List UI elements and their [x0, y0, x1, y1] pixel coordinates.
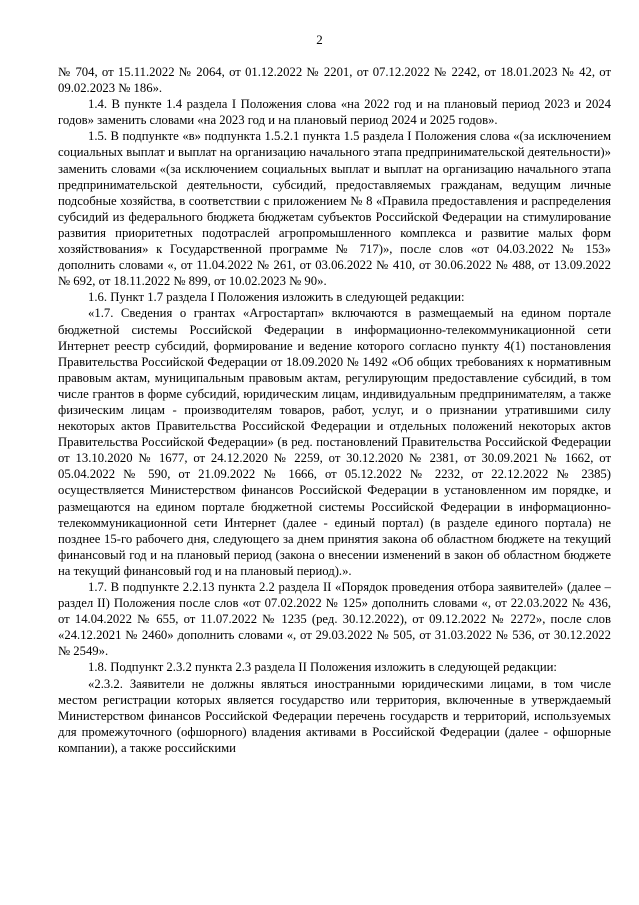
- paragraph-1-7-quote: «1.7. Сведения о грантах «Агростартап» включаются в размещаемый на едином портале бюджетной системы Российской Федерации в информационно-телекоммуникационной сети Интернет реестр субсидий, формирование и ведение которого согласно пункту 4(1) постановления Правительства Российской Федерации от 18.09.2020 № 1492 «Об общих требованиях к нормативным правовым актам, муниципальным правовым актам, регулирующим предоставление субсидий, в том числе грантов в форме субсидий, юридическим лицам, индивидуальным предпринимателям, а также физическим лицам - производителям товаров, работ, услуг, и о признании утратившими силу некоторых актов Правительства Российской Федерации и отдельных положений некоторых актов Правительства Российской Федерации» (в ред. постановлений Правительства Российской Федерации от 13.10.2020 № 1677, от 24.12.2020 № 2259, от 30.12.2020 № 2381, от 30.09.2021 № 1662, от 05.04.2022 № 590, от 21.09.2022 № 1666, от 05.12.2022 № 2232, от 22.12.2022 № 2385) осуществляется Министерством финансов Российской Федерации в установленном им порядке, и размещаются на едином портале бюджетной системы Российской Федерации в информационно-телекоммуникационной сети Интернет (далее - единый портал) (в разделе единого портала) не позднее 15-го рабочего дня, следующего за днем принятия закона об областном бюджете на текущий финансовый год и на плановый период (закона о внесении изменений в закон об областном бюджете на текущий финансовый год и на плановый период).».: [58, 306, 611, 578]
- paragraph-2-3-2-quote: «2.3.2. Заявители не должны являться иностранными юридическими лицами, в том числе местом регистрации которых является государство или территория, включенные в утверждаемый Министерством финансов Российской Федерации перечень государств и территорий, используемых для промежуточного (офшорного) владения активами в Российской Федерации (далее - офшорные компании), а также российскими: [58, 676, 611, 755]
- document-body: [58, 64, 611, 756]
- paragraph-continuation: № 704, от 15.11.2022 № 2064, от 01.12.2022 № 2201, от 07.12.2022 № 2242, от 18.01.2023 № 42, от 09.02.2023 № 186».: [58, 65, 611, 96]
- paragraph-1-8: 1.8. Подпункт 2.3.2 пункта 2.3 раздела II Положения изложить в следующей редакции:: [88, 660, 557, 675]
- paragraph-1-7: 1.7. В подпункте 2.2.13 пункта 2.2 раздела II «Порядок проведения отбора заявителей» (далее – раздел II) Положения после слов «от 07.02.2022 № 125» дополнить словами «, от 22.03.2022 № 436, от 14.04.2022 № 655, от 11.07.2022 № 1235 (ред. 30.12.2022), от 09.12.2022 № 2272», после слов «24.12.2021 № 2460» дополнить словами «, от 29.03.2022 № 505, от 31.03.2022 № 536, от 30.12.2022 № 2549».: [58, 580, 611, 659]
- page-number: 2: [316, 32, 323, 47]
- paragraph-1-5: 1.5. В подпункте «в» подпункта 1.5.2.1 пункта 1.5 раздела I Положения слова «(за исключением социальных выплат и выплат на организацию начального этапа предпринимательской деятельности)» заменить словами «(за исключением социальных выплат и выплат на организацию начального этапа предпринимательской деятельности, субсидий, предоставляемых гражданам, ведущим личные подсобные хозяйства, в соответствии с приложением № 8 «Правила предоставления и распределения субсидий из федерального бюджета бюджетам субъектов Российской Федерации на стимулирование развития приоритетных подотраслей агропромышленного комплекса и развитие малых форм хозяйствования» к Государственной программе № 717)», после слов «от 04.03.2022 № 153» дополнить словами «, от 11.04.2022 № 261, от 03.06.2022 № 410, от 30.06.2022 № 488, от 13.09.2022 № 692, от 18.11.2022 № 899, от 10.02.2023 № 90».: [58, 129, 611, 289]
- paragraph-1-6: 1.6. Пункт 1.7 раздела I Положения изложить в следующей редакции:: [88, 290, 465, 305]
- paragraph-1-4: 1.4. В пункте 1.4 раздела I Положения слова «на 2022 год и на плановый период 2023 и 2024 годов» заменить словами «на 2023 год и на плановый период 2024 и 2025 годов».: [58, 97, 611, 128]
